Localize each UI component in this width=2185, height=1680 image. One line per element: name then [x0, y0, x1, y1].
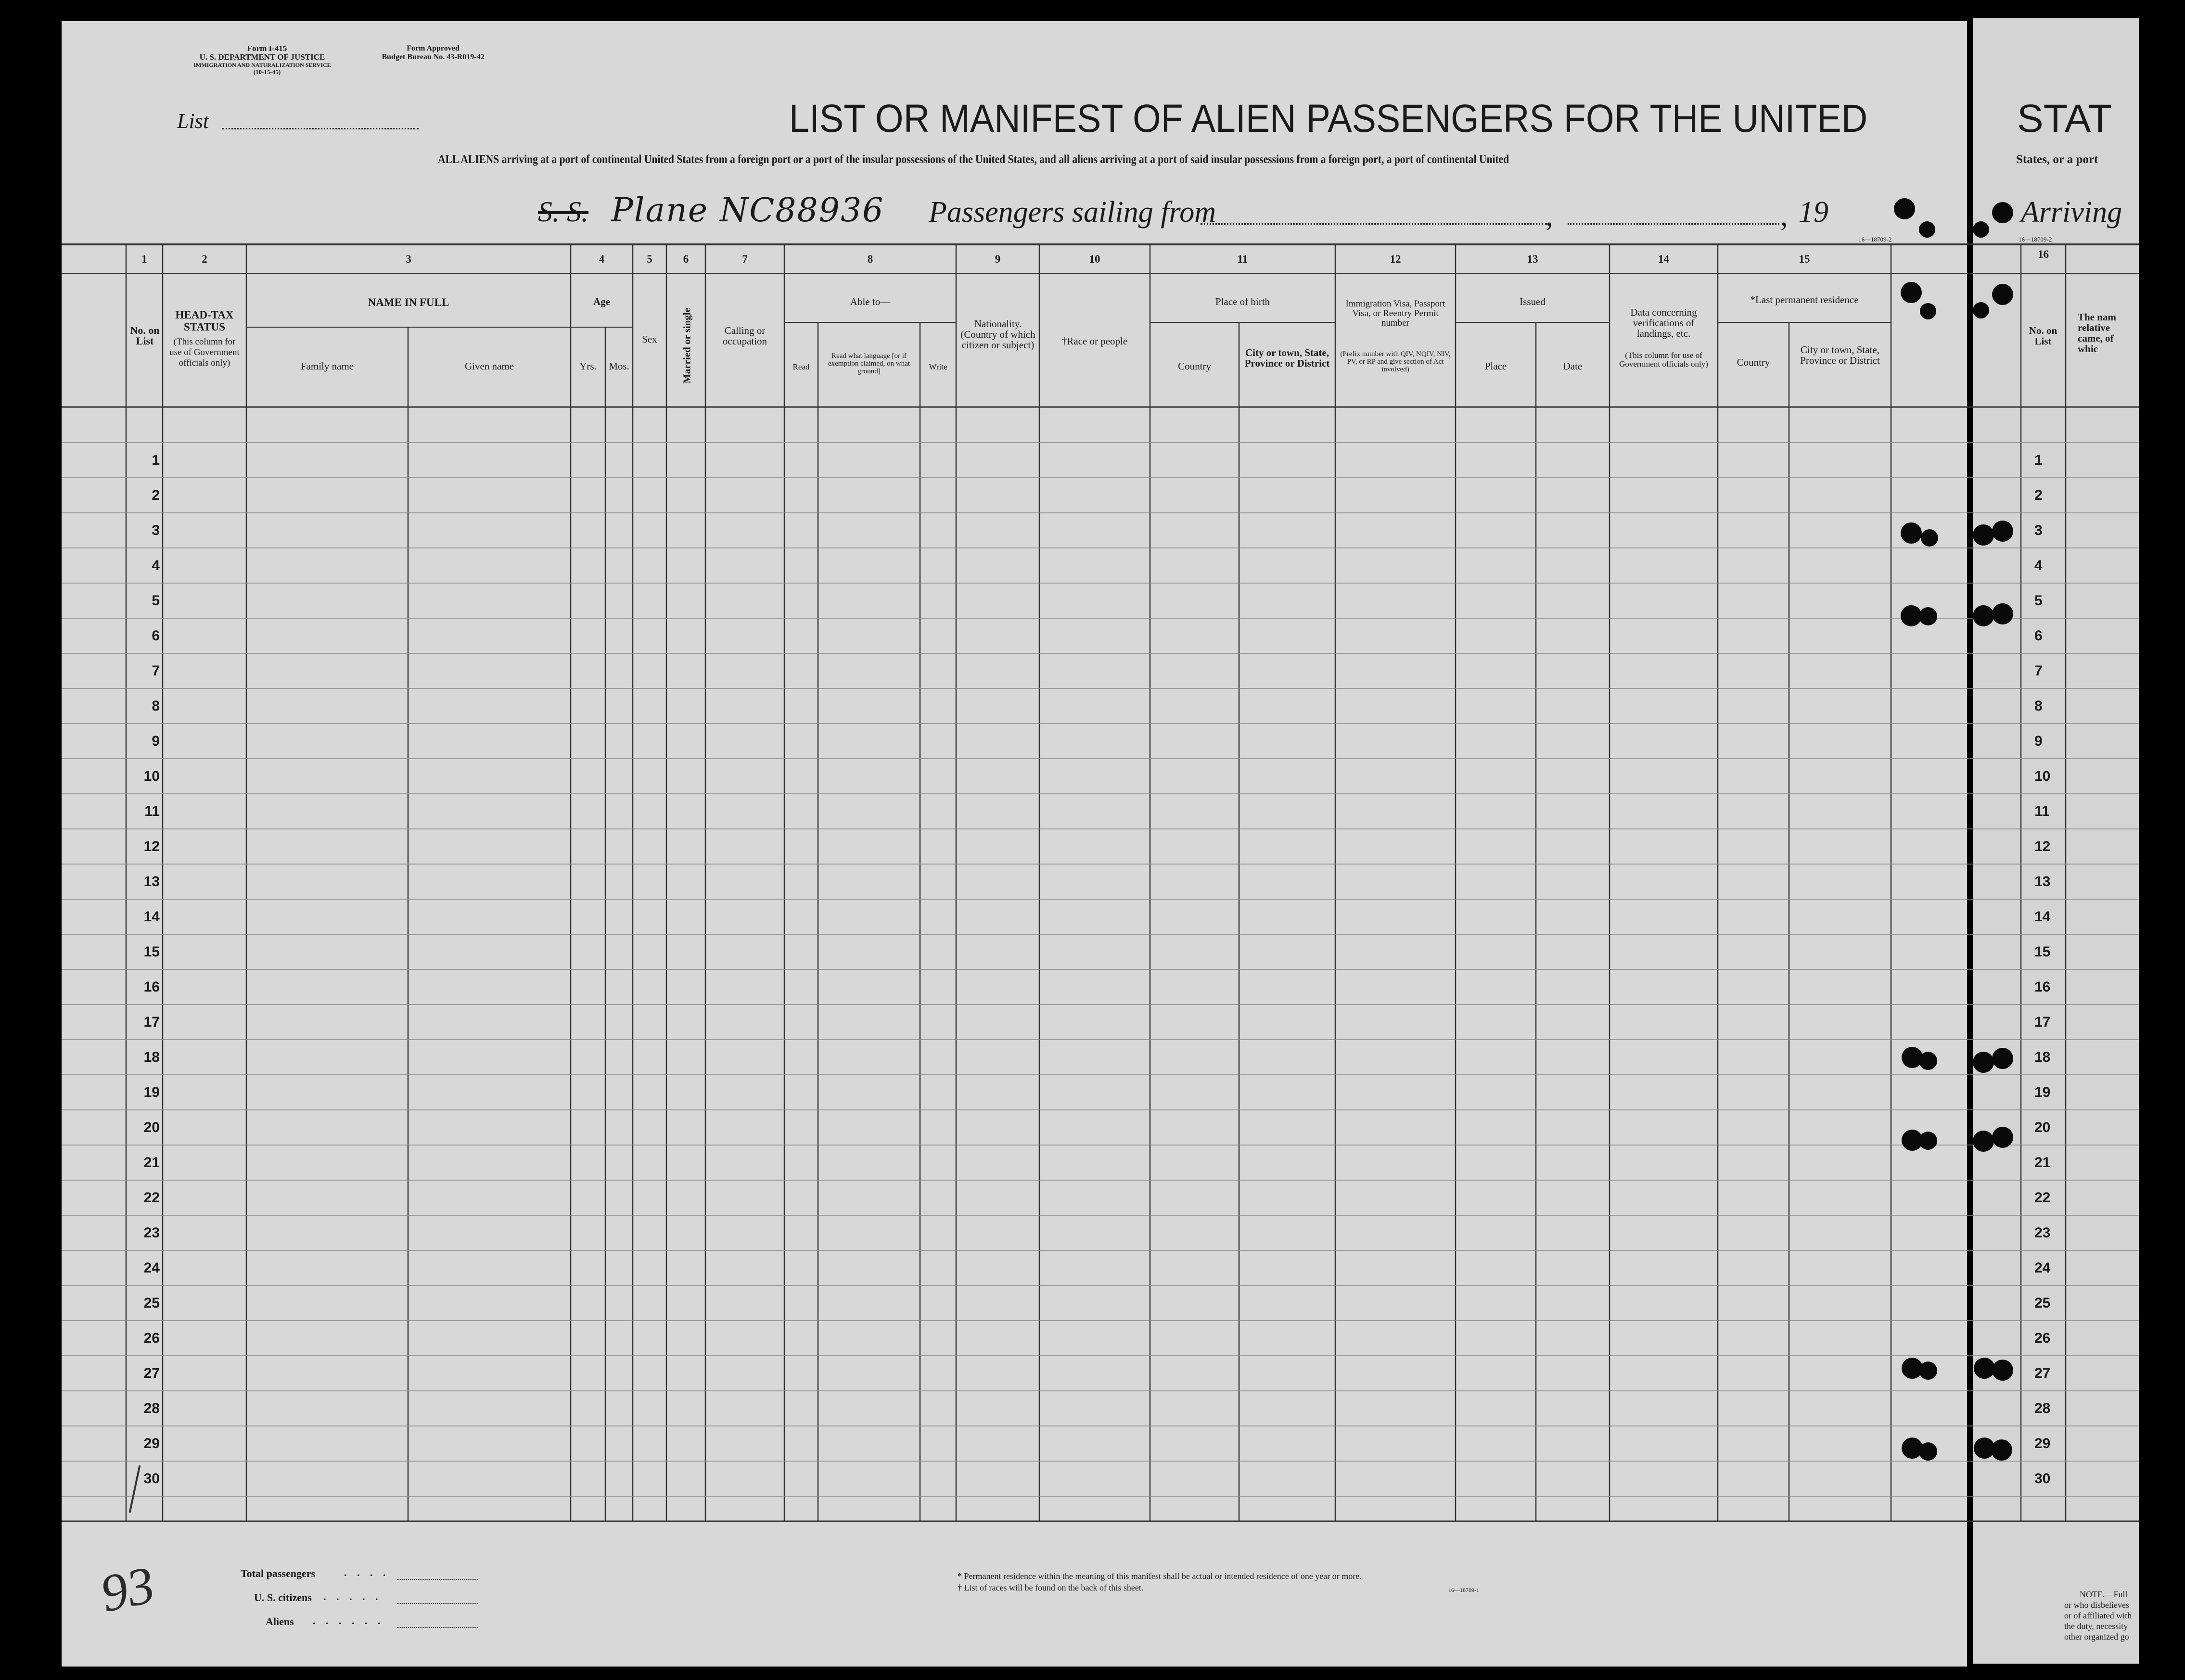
row-number: 2	[152, 487, 160, 503]
header-data-concerning: Data concerning verifications of landings, etc.	[1630, 306, 1697, 339]
header-age: Age	[593, 296, 610, 307]
punch-hole	[1921, 529, 1938, 547]
row-number: 14	[143, 909, 160, 925]
header-able-to: Able to—	[850, 296, 891, 307]
row-number: 15	[143, 944, 160, 960]
print-code: 16—18709-2	[1858, 236, 1892, 243]
aliens-field	[397, 1627, 478, 1628]
row-number-right: 24	[2034, 1260, 2051, 1276]
header-issued-place: Place	[1484, 360, 1507, 372]
row-number-right: 22	[2034, 1190, 2051, 1206]
row-number: 5	[152, 593, 160, 609]
header-nationality: Nationality. (Country of which citizen or subject)	[960, 318, 1035, 351]
punch-hole	[1919, 1442, 1937, 1461]
header-sex: Sex	[642, 333, 657, 345]
punch-hole	[1992, 202, 2013, 223]
row-number-right: 3	[2034, 522, 2043, 538]
list-label: List	[177, 109, 209, 133]
punch-hole	[1973, 524, 1994, 546]
col-num-1: 1	[141, 253, 147, 265]
comma-separator: ,	[1546, 200, 1553, 232]
row-number-right: 2	[2034, 487, 2043, 503]
form-approval: Form Approved	[407, 44, 460, 52]
row-number-right: 21	[2034, 1155, 2051, 1171]
row-number: 7	[152, 663, 160, 679]
punch-hole	[1919, 607, 1937, 625]
right-note-line: or who disbelieves	[2064, 1600, 2129, 1610]
header-write: Write	[929, 362, 947, 371]
punch-hole	[1992, 1127, 2013, 1148]
row-number-right: 14	[2034, 909, 2051, 925]
aliens-label: Aliens	[266, 1616, 294, 1628]
row-number-right: 11	[2034, 803, 2050, 819]
row-number-right: 25	[2034, 1295, 2051, 1311]
footer-print-code: 16—18709-1	[1448, 1587, 1479, 1593]
header-read: Read	[792, 362, 810, 371]
form-number: Form I-415	[247, 44, 287, 53]
aliens-dots: . . . . . .	[313, 1615, 384, 1627]
us-citizens-field	[397, 1603, 478, 1604]
row-number-right: 23	[2034, 1225, 2051, 1241]
header-yrs: Yrs.	[579, 360, 597, 372]
row-number: 27	[143, 1365, 160, 1381]
margin-handwritten-mark: 93	[95, 1554, 160, 1624]
punch-hole	[1992, 603, 2013, 624]
col-num-5: 5	[647, 253, 652, 265]
header-head-tax-note: (This column for use of Government officials only)	[169, 337, 240, 368]
col-num-7: 7	[742, 253, 748, 265]
total-passengers-label: Total passengers	[241, 1567, 316, 1579]
footnote-residence: * Permanent residence within the meaning of this manifest shall be actual or intended residence of one year or more.	[958, 1571, 1362, 1581]
row-number: 16	[143, 979, 160, 995]
row-number-right: 4	[2034, 558, 2043, 573]
col-num-14: 14	[1658, 253, 1669, 265]
row-number: 24	[143, 1260, 160, 1276]
punch-hole	[1901, 282, 1922, 303]
row-number: 6	[152, 628, 160, 644]
punch-hole	[1992, 1048, 2013, 1069]
col-num-16: 16	[2038, 248, 2049, 260]
row-number-right: 5	[2034, 593, 2043, 609]
department-name: U. S. DEPARTMENT OF JUSTICE	[199, 52, 325, 62]
row-number: 22	[143, 1190, 160, 1206]
header-issued-date: Date	[1563, 360, 1583, 372]
punch-hole	[1992, 521, 2013, 542]
header-head-tax: HEAD-TAX STATUS	[175, 309, 234, 333]
header-place-of-birth: Place of birth	[1215, 296, 1270, 307]
punch-hole	[1919, 221, 1935, 238]
col-num-15: 15	[1799, 253, 1810, 265]
col-num-8: 8	[867, 253, 873, 265]
row-number: 12	[143, 839, 160, 854]
right-note-line: or of affiliated with	[2064, 1611, 2132, 1620]
header-no-on-list: No. on List	[130, 324, 160, 347]
row-number: 20	[143, 1120, 160, 1135]
header-issued: Issued	[1520, 296, 1546, 307]
total-passengers-dots: . . . .	[344, 1566, 390, 1578]
punch-hole	[1991, 1439, 2012, 1461]
comma-separator-2: ,	[1780, 200, 1788, 232]
header-relative-fragment: The nam relative came, of whic	[2078, 311, 2116, 355]
header-family-name: Family name	[300, 360, 354, 372]
form-edition: (10-15-45)	[253, 68, 281, 76]
vessel-name-handwritten: Plane NC88936	[611, 191, 884, 229]
header-residence-country: Country	[1737, 356, 1770, 368]
row-number-right: 9	[2034, 733, 2043, 749]
punch-hole	[1992, 284, 2013, 305]
right-note-line: other organized go	[2064, 1632, 2129, 1642]
us-citizens-label: U. S. citizens	[254, 1591, 312, 1604]
row-number: 4	[152, 558, 160, 573]
passengers-sailing-label: Passengers sailing from	[929, 196, 1216, 229]
row-number-right: 26	[2034, 1330, 2051, 1346]
col-num-6: 6	[683, 253, 689, 265]
header-visa-note: (Prefix number with QIV, NQIV, NIV, PV, or RP and give section of Act involved)	[1340, 350, 1451, 373]
row-number: 9	[152, 733, 160, 749]
punch-hole	[1901, 522, 1922, 544]
row-numbers-left	[126, 443, 160, 1496]
year-label: 19	[1799, 196, 1828, 229]
print-code-right: 16—18709-2	[2019, 236, 2052, 243]
header-residence-city: City or town, State, Province or District	[1800, 344, 1880, 366]
row-number: 23	[143, 1225, 160, 1241]
row-number-right: 10	[2034, 768, 2051, 784]
col-num-12: 12	[1390, 253, 1401, 265]
row-number: 3	[152, 522, 160, 538]
total-passengers-field	[397, 1579, 478, 1580]
right-note-line: the duty, necessity	[2064, 1621, 2128, 1631]
header-married: Married or single	[681, 307, 693, 384]
footnote-races: † List of races will be found on the back of this sheet.	[958, 1583, 1144, 1592]
header-calling: Calling or occupation	[722, 325, 767, 347]
row-number: 11	[144, 803, 160, 819]
budget-bureau-number: Budget Bureau No. 43-R019-42	[382, 53, 485, 61]
header-last-residence: *Last permanent residence	[1750, 294, 1859, 305]
header-name-in-full: NAME IN FULL	[368, 296, 449, 308]
punch-hole	[1919, 1052, 1937, 1070]
col-num-10: 10	[1089, 253, 1100, 265]
row-number-right: 16	[2034, 979, 2051, 995]
punch-hole	[1992, 1360, 2013, 1381]
row-number-right: 29	[2034, 1436, 2051, 1451]
header-given-name: Given name	[464, 360, 514, 372]
manifest-title: LIST OR MANIFEST OF ALIEN PASSENGERS FOR THE UNITED	[789, 97, 1868, 140]
punch-hole	[1919, 1362, 1937, 1380]
manifest-title-right: STAT	[2017, 97, 2112, 140]
punch-hole	[1973, 302, 1989, 318]
row-number: 10	[143, 768, 160, 784]
manifest-subtitle-right: States, or a port	[2016, 153, 2098, 166]
row-number-right: 12	[2034, 839, 2051, 854]
arriving-label: Arriving	[2021, 196, 2122, 229]
header-data-note: (This column for use of Government officials only)	[1619, 351, 1708, 369]
punch-hole	[1919, 1132, 1937, 1150]
row-number-right: 27	[2034, 1365, 2051, 1381]
punch-hole	[1973, 221, 1989, 238]
row-number: 1	[152, 452, 160, 468]
right-note-title: NOTE.—Full	[2080, 1590, 2128, 1599]
row-number: 17	[143, 1014, 160, 1030]
header-race: †Race or people	[1061, 335, 1128, 347]
manifest-subtitle: ALL ALIENS arriving at a port of continental United States from a foreign port or a port of the insular possessions of the United States, and all aliens arriving at a port of said insular possessions from a foreign port, a port of continental United	[438, 153, 1509, 166]
row-number-right: 8	[2034, 698, 2043, 714]
header-read-language: Read what language [or if exemption claimed, on what ground]	[828, 352, 910, 375]
row-number: 8	[152, 698, 160, 714]
ss-label: S. S.	[538, 196, 588, 228]
header-visa: Immigration Visa, Passport Visa, or Reentry Permit number	[1345, 299, 1445, 328]
punch-hole	[1973, 1131, 1994, 1152]
header-birth-city: City or town, State, Province or District	[1244, 347, 1330, 369]
punch-hole	[1894, 198, 1915, 219]
row-number-right: 17	[2034, 1014, 2051, 1030]
row-number: 21	[143, 1155, 160, 1171]
header-mos: Mos.	[609, 360, 629, 372]
col-num-3: 3	[406, 253, 411, 265]
row-number: 26	[143, 1330, 160, 1346]
col-num-9: 9	[995, 253, 1001, 265]
col-num-11: 11	[1237, 253, 1248, 265]
punch-hole	[1973, 1052, 1994, 1073]
row-numbers-right	[2034, 443, 2063, 1496]
punch-hole	[1973, 605, 1994, 626]
punch-hole	[1920, 303, 1936, 319]
col-num-13: 13	[1527, 253, 1538, 265]
row-number: 19	[143, 1084, 160, 1100]
header-birth-country: Country	[1178, 360, 1211, 372]
header-no-on-list-right: No. on List	[2029, 325, 2057, 347]
row-number: 25	[143, 1295, 160, 1311]
row-number: 18	[143, 1049, 160, 1065]
row-number-right: 1	[2034, 452, 2043, 468]
row-number-right: 13	[2034, 874, 2051, 890]
row-number-right: 18	[2034, 1049, 2051, 1065]
service-name: IMMIGRATION AND NATURALIZATION SERVICE	[193, 62, 331, 68]
col-num-4: 4	[599, 253, 605, 265]
row-number: 30	[143, 1471, 160, 1487]
row-number-right: 15	[2034, 944, 2051, 960]
us-citizens-dots: . . . . .	[323, 1591, 382, 1603]
row-number-right: 20	[2034, 1120, 2051, 1135]
row-number-right: 7	[2034, 663, 2043, 679]
row-number: 13	[143, 874, 160, 890]
row-number-right: 28	[2034, 1400, 2051, 1416]
row-number: 29	[143, 1436, 160, 1451]
row-number-right: 6	[2034, 628, 2043, 644]
row-number: 28	[143, 1400, 160, 1416]
row-number-right: 19	[2034, 1084, 2051, 1100]
row-number-right: 30	[2034, 1471, 2051, 1487]
col-num-2: 2	[202, 253, 207, 265]
